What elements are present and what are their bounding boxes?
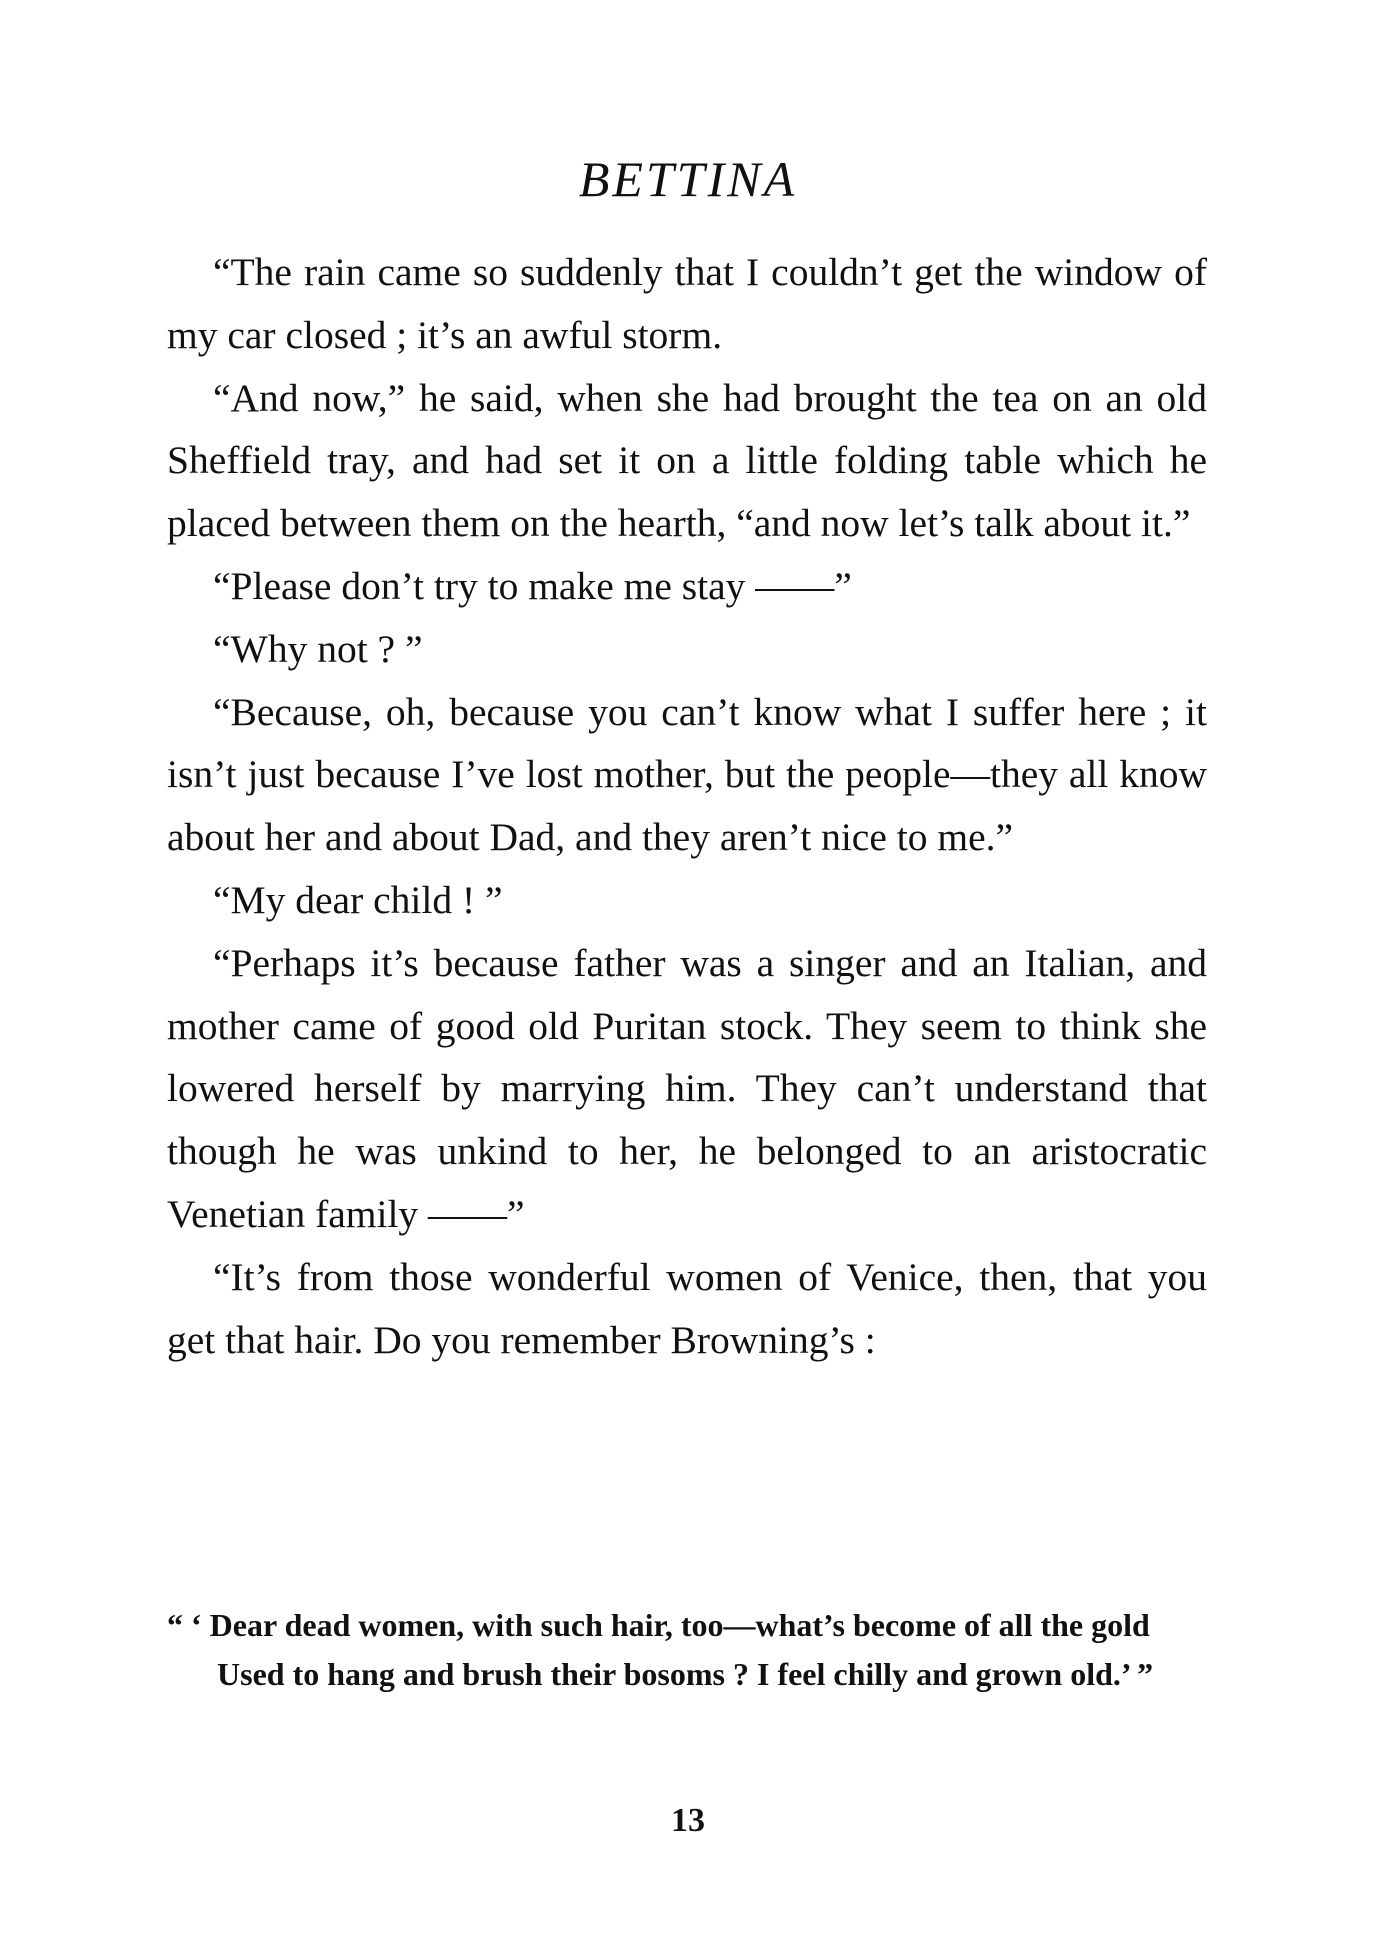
paragraph: “And now,” he said, when she had brought the tea on an old Sheffield tray, and had set it on a little folding table which he placed between them on the hearth, “and now let’s talk about it.”: [167, 375, 1207, 546]
page-number: 13: [671, 1802, 705, 1839]
paragraph: “The rain came so suddenly that I couldn’t get the window of my car closed ; it’s an awful storm.: [167, 250, 1207, 357]
paragraph: “Why not ? ”: [213, 626, 423, 671]
verse-line: “ ‘ Dear dead women, with such hair, too—what’s become of all the gold: [167, 1607, 1150, 1643]
paragraph: “Because, oh, because you can’t know what I suffer here ; it isn’t just because I’ve lost mother, but the people—they all know about her and about Dad, and they aren’t nice to me.”: [167, 689, 1207, 860]
verse-quotation: [167, 1603, 1207, 1697]
body-text: [167, 241, 1207, 1371]
verse-line: Used to hang and brush their bosoms ? I feel chilly and grown old.’ ”: [217, 1656, 1154, 1692]
paragraph: “Perhaps it’s because father was a singer and an Italian, and mother came of good old Puritan stock. They seem to think she lowered herself by marrying him. They can’t understand that though he was unkind to her, he belonged to an aristocratic Venetian family ——”: [167, 940, 1207, 1236]
running-head: BETTINA: [578, 151, 798, 207]
paragraph: “Please don’t try to make me stay ——”: [213, 563, 852, 608]
paragraph: “My dear child ! ”: [213, 877, 503, 922]
paragraph: “It’s from those wonderful women of Venice, then, that you get that hair. Do you remember Browning’s :: [167, 1254, 1207, 1362]
